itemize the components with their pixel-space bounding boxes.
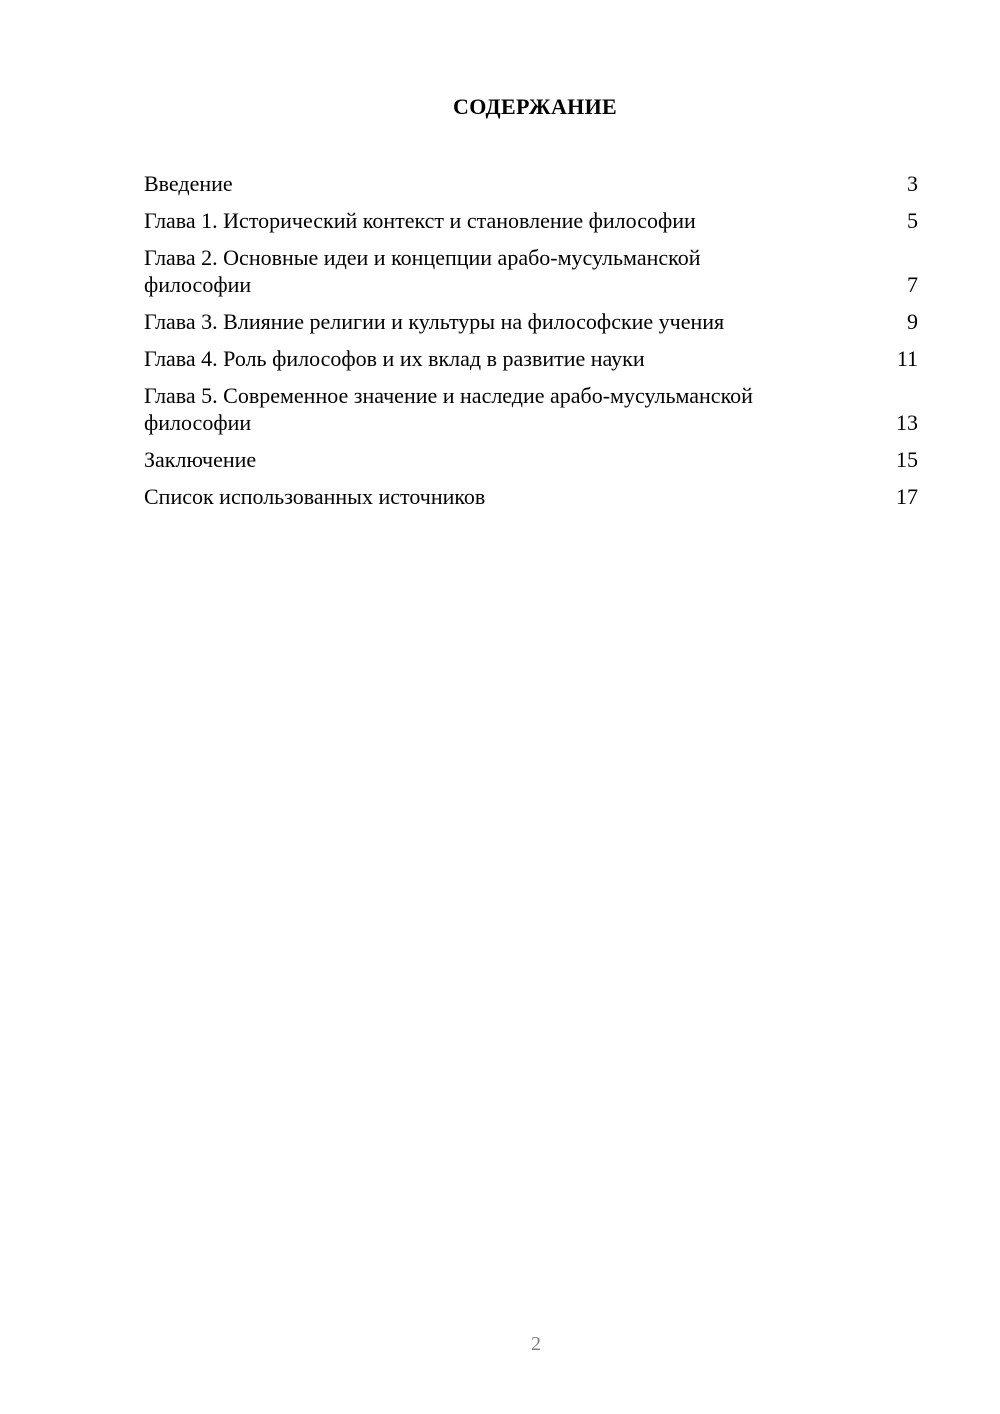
toc-item-text: Глава 5. Современное значение и наследие арабо-мусульманской философии xyxy=(144,383,753,435)
toc-item-page: 11 xyxy=(896,346,918,371)
toc-item-page: 9 xyxy=(907,309,918,334)
toc-item xyxy=(144,382,918,436)
toc-item-text: Список использованных источников xyxy=(144,484,486,509)
toc-item-text: Глава 1. Исторический контекст и становление философии xyxy=(144,208,696,233)
toc-item-page: 17 xyxy=(896,484,918,509)
toc-item xyxy=(144,483,918,510)
toc-item xyxy=(144,446,918,473)
page-number: 2 xyxy=(531,1333,541,1355)
toc-item xyxy=(144,244,918,298)
toc-item-page: 15 xyxy=(896,447,918,472)
toc-item-text: Глава 2. Основные идеи и концепции арабо-мусульманской философии xyxy=(144,245,701,297)
toc-item xyxy=(144,345,918,372)
toc-item xyxy=(144,170,918,197)
toc-item-text: Глава 3. Влияние религии и культуры на философские учения xyxy=(144,309,725,334)
toc-item-page: 3 xyxy=(907,171,918,196)
toc-item-text: Глава 4. Роль философов и их вклад в развитие науки xyxy=(144,346,645,371)
toc-item-page: 7 xyxy=(907,272,918,297)
toc-item xyxy=(144,207,918,234)
page-title: СОДЕРЖАНИЕ xyxy=(453,94,617,119)
toc-item xyxy=(144,308,918,335)
toc-item-text: Заключение xyxy=(144,447,257,472)
toc-item-page: 5 xyxy=(907,208,918,233)
table-of-contents xyxy=(144,170,918,520)
toc-item-text: Введение xyxy=(144,171,233,196)
toc-item-page: 13 xyxy=(896,410,918,435)
